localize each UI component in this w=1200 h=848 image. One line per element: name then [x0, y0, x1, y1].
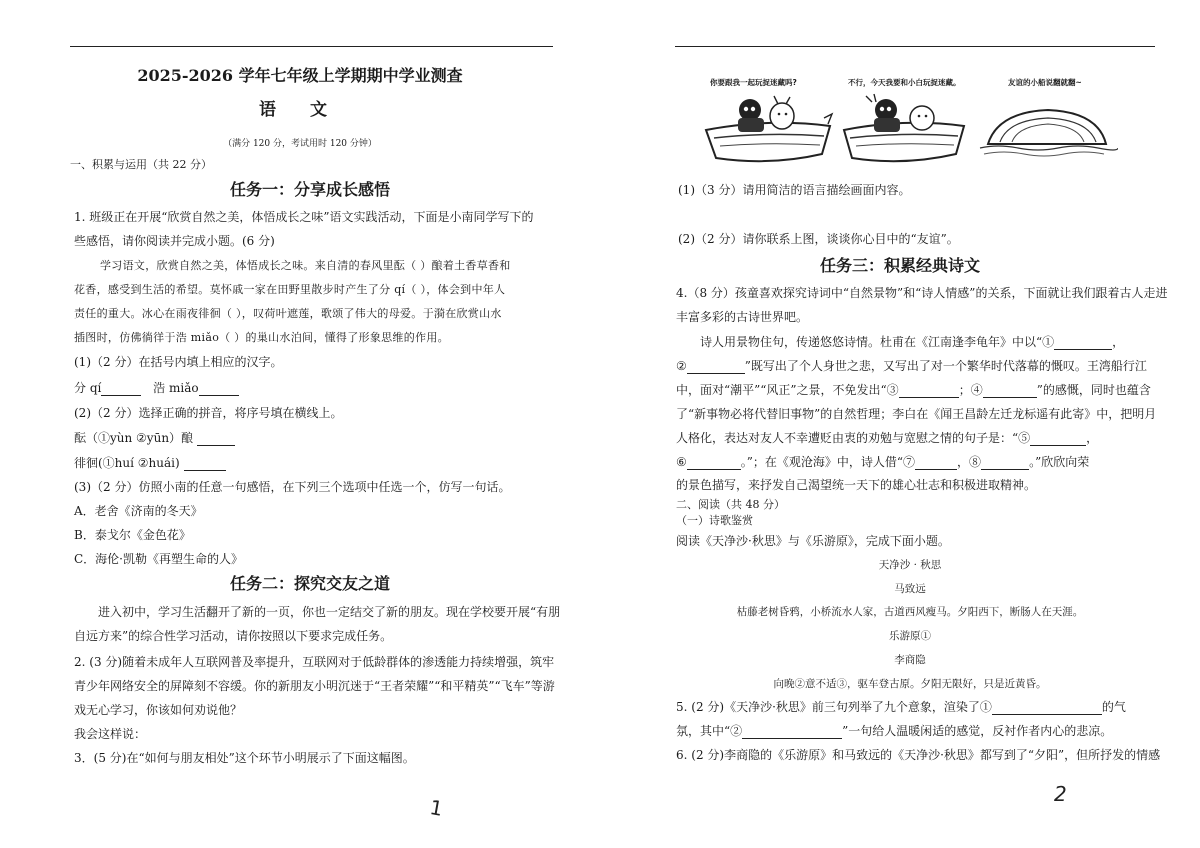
- question-6: 6. (2 分)李商隐的《乐游原》和马致远的《天净沙·秋思》都写到了“夕阳”，但所抒发的情感: [676, 748, 1161, 762]
- poem-text: 枯藤老树昏鸦，小桥流水人家，古道西风瘦马。夕阳西下，断肠人在天涯。: [736, 606, 1084, 618]
- question-5-line: 5. (2 分)《天净沙·秋思》前三句列举了九个意象，渲染了① 的气: [676, 700, 1126, 714]
- task1-heading: 任务一：分享成长感悟: [229, 180, 390, 199]
- right-page: [600, 0, 1200, 848]
- question-4-line: ⑥ 。”；在《观沧海》中，诗人借“⑦ ，⑧ 。”欣欣向荣: [676, 455, 1090, 469]
- page-number: 2: [1054, 782, 1067, 806]
- question-2-line: 青少年网络安全的屏障刻不容缓。你的新朋友小明沉迷于“王者荣耀”“和平精英”“飞车”等游: [74, 679, 555, 693]
- passage-line: 花香，感受到生活的希望。莫怀戚一家在田野里散步时产生了分 qí（ ），体会到中年人: [74, 283, 506, 296]
- question-3-part1: (1)（3 分）请用简洁的语言描绘画面内容。: [678, 183, 911, 197]
- passage-line: 学习语文，欣赏自然之美，体悟成长之味。来自清的春风里酝（ ）酿着土香草香和: [100, 259, 511, 272]
- task2-intro-line: 进入初中，学习生活翻开了新的一页，你也一定结交了新的朋友。现在学校要开展“有朋: [98, 605, 561, 619]
- answer-line-pinyin: [74, 430, 235, 446]
- answer-blank[interactable]: [101, 383, 141, 396]
- answer-line-fill-chars: [74, 380, 239, 396]
- boat-panel-1-icon: [700, 88, 836, 168]
- answer-blank[interactable]: [687, 457, 741, 470]
- poem-text: 向晚②意不适③，驱车登古原。夕阳无限好，只是近黄昏。: [773, 678, 1047, 690]
- poem-author: 李商隐: [894, 654, 926, 666]
- capsized-boat-icon: [978, 100, 1118, 164]
- option-a: A．老舍《济南的冬天》: [74, 504, 203, 518]
- top-rule: [70, 46, 553, 47]
- subquestion-1: (1)（2 分）在括号内填上相应的汉字。: [74, 355, 283, 369]
- answer-blank[interactable]: [197, 433, 235, 446]
- question-3: 3．(5 分)在“如何与朋友相处”这个环节小明展示了下面这幅图。: [74, 751, 415, 765]
- comic-caption-1: 你要跟我一起玩捉迷藏吗?: [710, 78, 797, 87]
- section-heading: 一、积累与运用（共 22 分）: [70, 158, 212, 171]
- comic-caption-3: 友谊的小船说翻就翻~: [1008, 78, 1082, 87]
- question-4-line: 的景色描写，来抒发自己渴望统一天下的雄心壮志和积极进取精神。: [676, 478, 1037, 492]
- question-2-line: 2. (3 分)随着未成年人互联网普及率提升，互联网对于低龄群体的渗透能力持续增强，筑牢: [74, 655, 555, 669]
- question-4-line: 人格化，表达对友人不幸遭贬由衷的劝勉与宽慰之情的句子是：“⑤ ，: [676, 431, 1099, 445]
- question-3-part2: (2)（2 分）请你联系上图，谈谈你心目中的“友谊”。: [678, 232, 959, 246]
- subsection-heading: （一）诗歌鉴赏: [676, 514, 753, 527]
- answer-label: 分 qí: [74, 381, 102, 395]
- passage-line: 插图时，仿佛徜徉于浩 miǎo（ ）的巢山水泊间，懂得了形象思维的作用。: [74, 331, 449, 344]
- task2-heading: 任务二：探究交友之道: [229, 574, 390, 593]
- answer-prompt: 我会这样说：: [74, 727, 147, 741]
- task3-heading: 任务三：积累经典诗文: [819, 256, 980, 275]
- page-number: 1: [428, 795, 445, 821]
- question-1-line2: 些感悟，请你阅读并完成小题。(6 分): [74, 234, 275, 248]
- question-1-line1: 1. 班级正在开展“欣赏自然之美，体悟成长之味”语文实践活动，下面是小南同学写下的: [74, 210, 534, 224]
- answer-label: 酝（①yùn ②yūn）酿: [74, 431, 194, 445]
- boat-panel-2-icon: [838, 88, 970, 168]
- answer-blank[interactable]: [992, 702, 1102, 715]
- option-b: B．泰戈尔《金色花》: [74, 528, 191, 542]
- score-note: （满分 120 分，考试用时 120 分钟）: [223, 139, 377, 149]
- question-4-line: 诗人用景物住句，传递悠悠诗情。杜甫在《江南逢李龟年》中以“① ，: [700, 335, 1125, 349]
- top-rule: [675, 46, 1155, 47]
- answer-blank[interactable]: [981, 457, 1029, 470]
- question-5-line: 氛，其中“② ”一句给人温暖闲适的感觉，反衬作者内心的悲凉。: [676, 724, 1113, 738]
- question-4-line: ② ”既写出了个人身世之悲，又写出了对一个繁华时代落幕的慨叹。王湾船行江: [676, 359, 1147, 373]
- question-4-line: 4.（8 分）孩童喜欢探究诗词中“自然景物”和“诗人情感”的关系，下面就让我们跟着古人走进: [676, 286, 1168, 300]
- answer-blank[interactable]: [184, 458, 226, 471]
- task2-intro-line: 自远方来”的综合性学习活动，请你按照以下要求完成任务。: [74, 629, 393, 643]
- answer-label: 徘徊(①huí ②huái): [74, 456, 180, 470]
- poem-title: 乐游原①: [889, 630, 931, 642]
- answer-blank[interactable]: [983, 385, 1037, 398]
- reading-intro: 阅读《天净沙·秋思》与《乐游原》，完成下面小题。: [676, 534, 950, 548]
- comic-caption-2: 不行，今天我要和小白玩捉迷藏。: [848, 78, 961, 87]
- answer-blank[interactable]: [742, 726, 842, 739]
- section-heading: 二、阅读（共 48 分）: [676, 498, 785, 511]
- answer-blank[interactable]: [899, 385, 959, 398]
- question-4-line: 了“新事物必将代替旧事物”的自然哲理；李白在《闻王昌龄左迁龙标遥有此寄》中，把明月: [676, 407, 1157, 421]
- answer-blank[interactable]: [687, 361, 745, 374]
- subquestion-2: (2)（2 分）选择正确的拼音，将序号填在横线上。: [74, 406, 343, 420]
- passage-line: 责任的重大。冰心在雨夜徘徊（ ），叹荷叶遮莲，歌颂了伟大的母爱。于漪在欣赏山水: [74, 307, 502, 320]
- answer-line-pinyin: [74, 455, 226, 471]
- poem-title: 天净沙 · 秋思: [878, 559, 942, 571]
- answer-blank[interactable]: [1030, 433, 1086, 446]
- question-4-line: 中，面对“潮平”“风正”之景，不免发出“③ ；④ ”的感慨，同时也蕴含: [676, 383, 1151, 397]
- subquestion-3: (3)（2 分）仿照小南的任意一句感悟，在下列三个选项中任选一个，仿写一句话。: [74, 480, 511, 494]
- subject-title: 语 文: [259, 100, 341, 120]
- option-c: C．海伦·凯勒《再塑生命的人》: [74, 552, 243, 566]
- answer-label: 浩 miǎo: [153, 381, 199, 395]
- answer-blank[interactable]: [915, 457, 957, 470]
- question-2-line: 戏无心学习，你该如何劝说他？: [74, 703, 243, 717]
- answer-blank[interactable]: [1054, 337, 1112, 350]
- poem-author: 马致远: [894, 583, 926, 595]
- question-4-line: 丰富多彩的古诗世界吧。: [676, 310, 809, 324]
- exam-title: 2025-2026 学年七年级上学期期中学业测查: [137, 66, 463, 85]
- answer-blank[interactable]: [199, 383, 239, 396]
